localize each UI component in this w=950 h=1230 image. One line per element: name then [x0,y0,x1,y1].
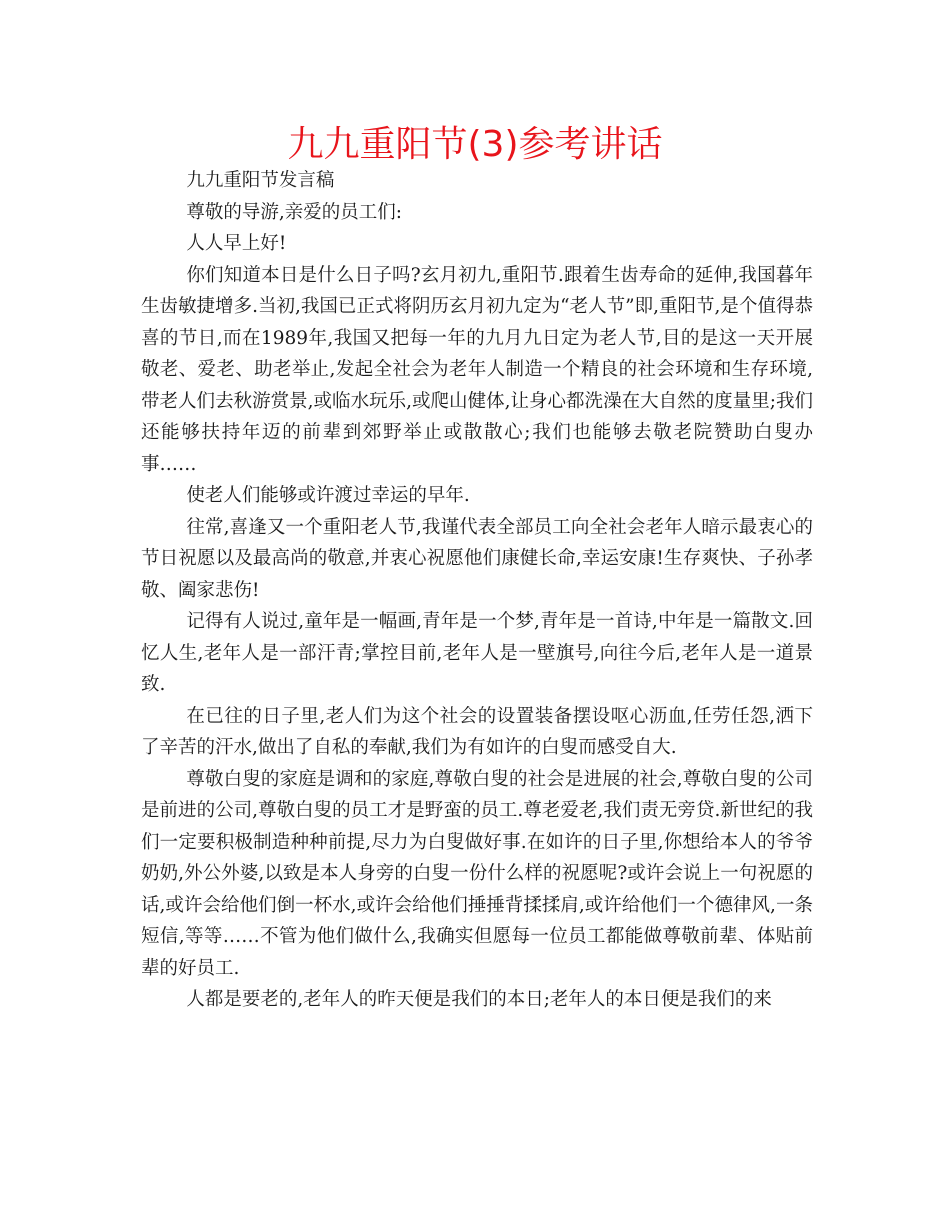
paragraph-heading: 九九重阳节发言稿 [186,170,335,191]
paragraph: 使老人们能够或许渡过幸运的早年. [186,485,470,506]
paragraph: 记得有人说过,童年是一幅画,青年是一个梦,青年是一首诗,中年是一篇散文.回忆人生,老年人是一部汗青;掌控目前,老年人是一壁旗号,向往今后,老年人是一道景致. [141,611,813,695]
paragraph: 你们知道本日是什么日子吗?玄月初九,重阳节.跟着生齿寿命的延伸,我国暮年生齿敏捷增多.当初,我国已正式将阴历玄月初九定为“老人节”即,重阳节,是个值得恭喜的节日,而在1989年,我国又把每一年的九月九日定为老人节,目的是这一天开展敬老、爱老、助老举止,发起全社会为老年人制造一个精良的社会环境和生存环境,带老人们去秋游赏景,或临水玩乐,或爬山健体,让身心都洗澡在大自然的度量里;我们还能够扶持年迈的前辈到郊野举止或散散心;我们也能够去敬老院赞助白叟办事…… [141,264,813,475]
paragraph-greeting: 人人早上好! [186,233,287,254]
paragraph-salutation: 尊敬的导游,亲爱的员工们: [186,201,402,223]
paragraph: 往常,喜逢又一个重阳老人节,我谨代表全部员工向全社会老年人暗示最衷心的节日祝愿以及最高尚的敬意,并衷心祝愿他们康健长命,幸运安康!生存爽快、子孙孝敬、阖家悲伤! [141,516,813,601]
document-body [141,165,813,1016]
paragraph: 尊敬白叟的家庭是调和的家庭,尊敬白叟的社会是进展的社会,尊敬白叟的公司是前进的公司,尊敬白叟的员工才是野蛮的员工.尊老爱老,我们责无旁贷.新世纪的我们一定要积极制造种种前提,尽力为白叟做好事.在如许的日子里,你想给本人的爷爷奶奶,外公外婆,以致是本人身旁的白叟一份什么样的祝愿呢?或许会说上一句祝愿的话,或许会给他们倒一杯水,或许会给他们捶捶背揉揉肩,或许给他们一个德律风,一条短信,等等……不管为他们做什么,我确实但愿每一位员工都能做尊敬前辈、体贴前辈的好员工. [141,768,813,979]
document-title: 九九重阳节(3)参考讲话 [287,124,663,165]
paragraph: 人都是要老的,老年人的昨天便是我们的本日;老年人的本日便是我们的来 [186,989,772,1010]
paragraph: 在已往的日子里,老人们为这个社会的设置装备摆设呕心沥血,任劳任怨,洒下了辛苦的汗水,做出了自私的奉献,我们为有如许的白叟而感受自大. [141,705,813,758]
